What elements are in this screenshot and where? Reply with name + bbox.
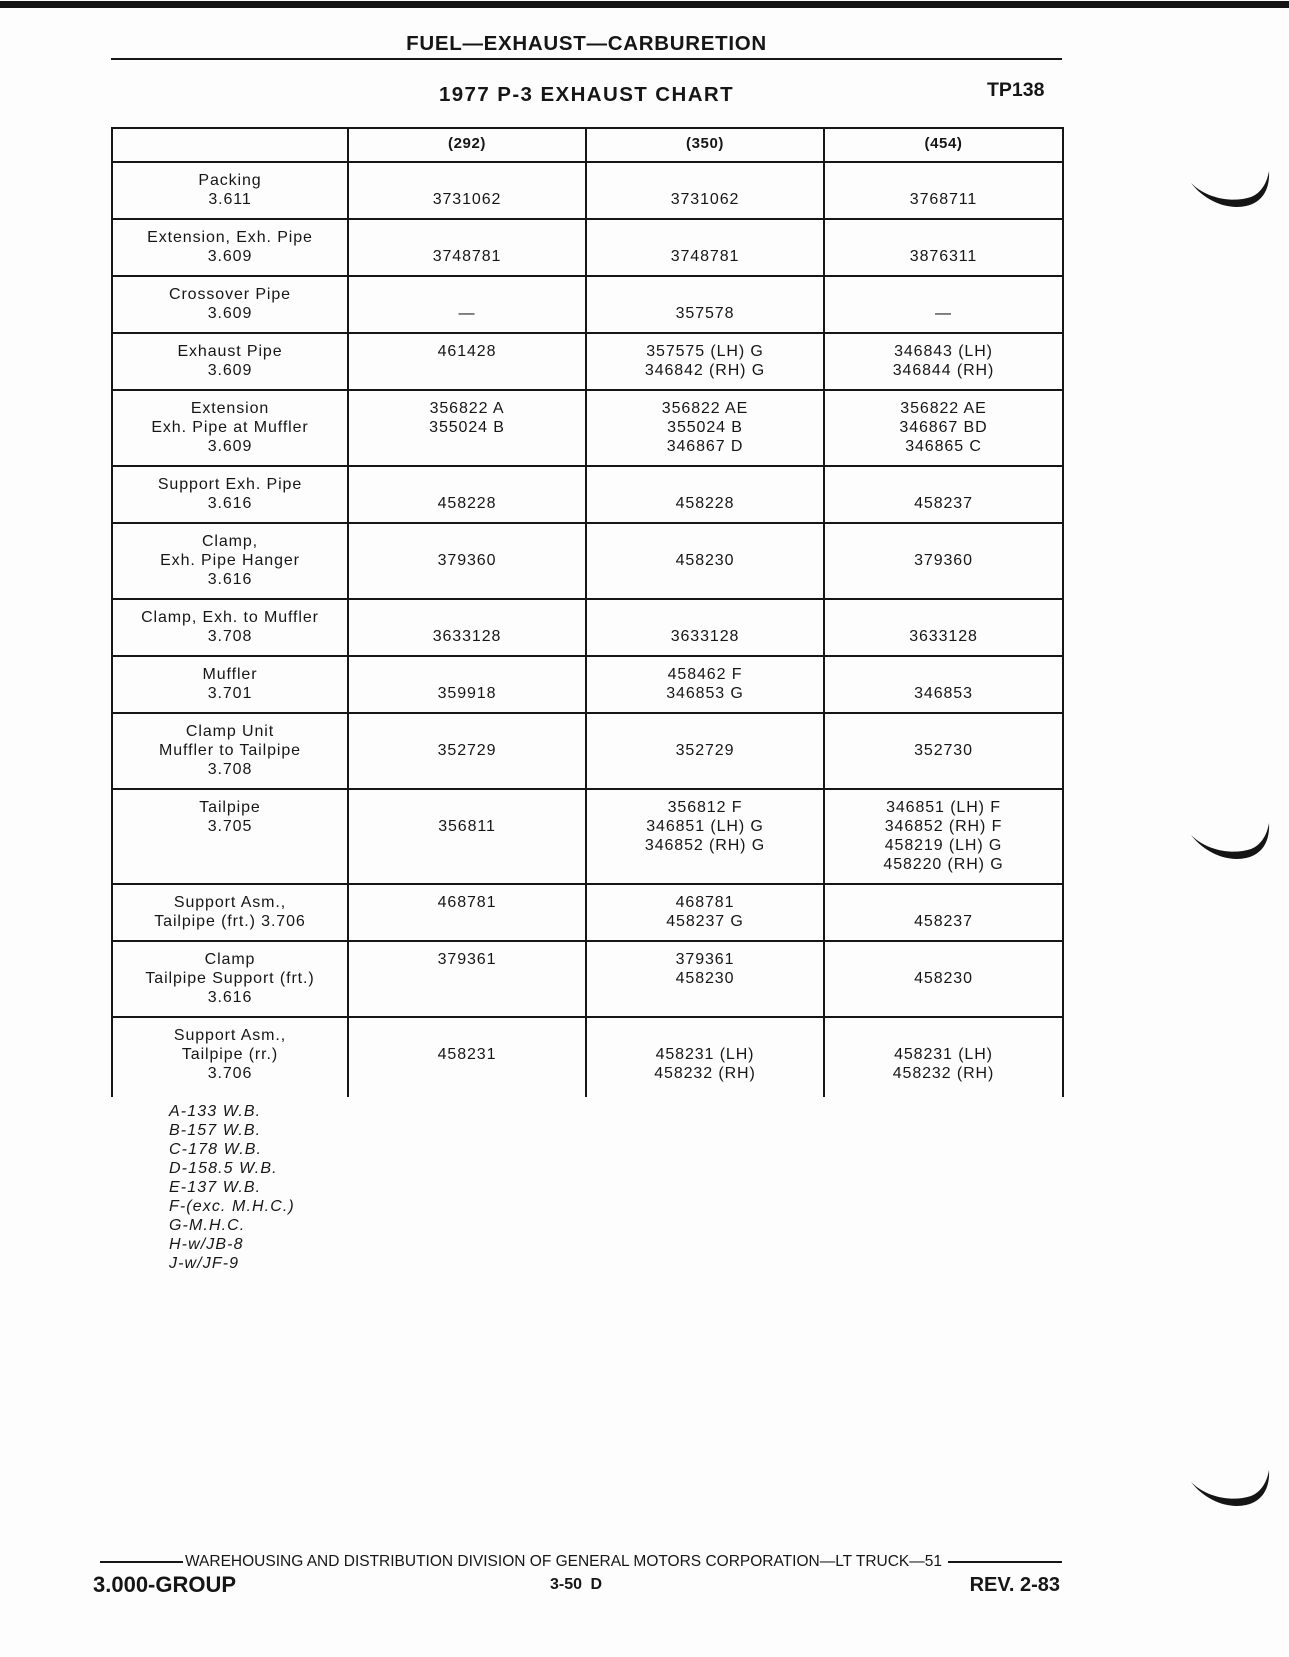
footnote-item: B-157 W.B. xyxy=(169,1122,262,1139)
part-number-cell xyxy=(824,333,1063,390)
part-number: 379360 xyxy=(437,552,497,569)
part-number: 346851 (LH) F xyxy=(886,799,1001,816)
part-number: 3633128 xyxy=(670,628,740,645)
part-number: 356812 F xyxy=(667,799,743,816)
part-number-cell xyxy=(348,1017,586,1097)
table-row xyxy=(112,789,1063,884)
part-number: 355024 B xyxy=(429,419,505,436)
part-number: 3748781 xyxy=(670,248,740,265)
engine-column-header: (454) xyxy=(824,128,1063,162)
binder-hole-shadow xyxy=(1189,821,1271,861)
part-name-line: 3.609 xyxy=(207,305,253,322)
part-number: 346843 (LH) xyxy=(894,343,993,360)
part-number-cell xyxy=(348,656,586,713)
binder-hole-shadow xyxy=(1189,1468,1271,1508)
part-number: 461428 xyxy=(437,343,497,360)
part-name-line: Crossover Pipe xyxy=(169,286,291,303)
part-number-cell xyxy=(586,599,824,656)
chart-title: 1977 P-3 EXHAUST CHART xyxy=(438,83,735,106)
binder-hole-shadow xyxy=(1189,169,1271,209)
table-row xyxy=(112,162,1063,219)
part-number: 458230 xyxy=(675,970,735,987)
part-name-cell xyxy=(112,333,348,390)
part-name-line: Tailpipe Support (frt.) xyxy=(145,970,315,987)
part-number: 346852 (RH) G xyxy=(644,837,766,854)
title-rule xyxy=(111,58,1062,60)
part-name-line: 3.701 xyxy=(207,685,253,702)
footnote-item: A-133 W.B. xyxy=(169,1103,262,1120)
part-name-line: Clamp xyxy=(204,951,256,968)
part-number: 352729 xyxy=(437,742,497,759)
part-number-cell xyxy=(348,276,586,333)
part-name-cell xyxy=(112,219,348,276)
part-name-line: Extension xyxy=(190,400,270,417)
part-number-cell xyxy=(586,523,824,599)
part-name-line: Support Exh. Pipe xyxy=(157,476,303,493)
part-name-cell xyxy=(112,523,348,599)
footer-division-text: WAREHOUSING AND DISTRIBUTION DIVISION OF GENERAL MOTORS CORPORATION—LT TRUCK—51 xyxy=(185,1553,943,1570)
part-number: — xyxy=(458,305,476,322)
part-number: 346853 xyxy=(914,685,973,702)
part-name-cell xyxy=(112,884,348,941)
part-name-line: 3.609 xyxy=(207,438,253,455)
part-number: 458232 (RH) xyxy=(892,1065,995,1082)
engine-column-header: (350) xyxy=(586,128,824,162)
part-number: 355024 B xyxy=(667,419,743,436)
table-row xyxy=(112,219,1063,276)
part-name-cell xyxy=(112,276,348,333)
part-name-line: Clamp, Exh. to Muffler xyxy=(141,609,319,626)
part-number: 346852 (RH) F xyxy=(884,818,1003,835)
part-number: 458231 xyxy=(437,1046,497,1063)
part-number: 359918 xyxy=(437,685,497,702)
part-name-cell xyxy=(112,713,348,789)
part-number-cell xyxy=(348,789,586,884)
part-name-line: Exh. Pipe at Muffler xyxy=(151,419,309,436)
part-number-cell xyxy=(348,219,586,276)
part-number: 458219 (LH) G xyxy=(884,837,1003,854)
part-number: 346842 (RH) G xyxy=(644,362,766,379)
part-number: 352729 xyxy=(675,742,735,759)
table-row xyxy=(112,466,1063,523)
part-number-cell xyxy=(824,523,1063,599)
part-number-cell xyxy=(824,599,1063,656)
part-number: 357575 (LH) G xyxy=(646,343,764,360)
part-number: 379361 xyxy=(437,951,497,968)
part-name-cell xyxy=(112,656,348,713)
part-number-cell xyxy=(586,1017,824,1097)
table-row xyxy=(112,1017,1063,1097)
part-name-cell xyxy=(112,390,348,466)
table-row xyxy=(112,390,1063,466)
part-number-cell xyxy=(348,599,586,656)
part-name-line: 3.611 xyxy=(208,191,252,208)
table-row xyxy=(112,333,1063,390)
part-number-cell xyxy=(824,390,1063,466)
part-number-cell xyxy=(586,941,824,1017)
top-edge-bar xyxy=(0,1,1289,8)
part-number: 356822 AE xyxy=(661,400,749,417)
part-number-cell xyxy=(348,162,586,219)
part-number-cell xyxy=(348,941,586,1017)
table-body xyxy=(112,162,1063,1097)
footer-division-line xyxy=(100,1552,1062,1572)
part-name-line: 3.616 xyxy=(207,989,253,1006)
part-name-line: 3.706 xyxy=(207,1065,253,1082)
table-header-row xyxy=(112,128,1063,162)
part-number: 346867 BD xyxy=(899,419,988,436)
part-number: 356822 A xyxy=(429,400,505,417)
part-number: 458237 xyxy=(914,495,973,512)
exhaust-parts-table xyxy=(111,127,1064,1097)
part-name-line: Exhaust Pipe xyxy=(177,343,283,360)
table-row xyxy=(112,884,1063,941)
footer-rule-right xyxy=(948,1561,1062,1563)
part-number: 346867 D xyxy=(666,438,744,455)
part-name-line: Muffler xyxy=(202,666,258,683)
part-number: 346851 (LH) G xyxy=(646,818,764,835)
part-number-cell xyxy=(586,219,824,276)
part-number: 458237 G xyxy=(666,913,744,930)
part-number: 3768711 xyxy=(909,191,978,208)
part-number-cell xyxy=(586,884,824,941)
table-row xyxy=(112,713,1063,789)
section-title: FUEL—EXHAUST—CARBURETION xyxy=(406,32,767,55)
part-number-cell xyxy=(586,656,824,713)
table-row xyxy=(112,523,1063,599)
part-number-cell xyxy=(586,276,824,333)
part-name-line: Packing xyxy=(198,172,262,189)
part-number-cell xyxy=(586,466,824,523)
part-name-line: 3.616 xyxy=(207,571,253,588)
part-number: 458231 (LH) xyxy=(894,1046,993,1063)
part-name-line: 3.705 xyxy=(207,818,253,835)
part-number-cell xyxy=(824,656,1063,713)
part-name-line: Extension, Exh. Pipe xyxy=(147,229,313,246)
part-number-cell xyxy=(586,162,824,219)
part-number: 3633128 xyxy=(432,628,502,645)
part-number: 356822 AE xyxy=(900,400,987,417)
part-number-cell xyxy=(586,713,824,789)
part-number-cell xyxy=(348,884,586,941)
part-name-cell xyxy=(112,599,348,656)
part-number: 346844 (RH) xyxy=(892,362,995,379)
part-name-line: Tailpipe xyxy=(199,799,261,816)
engine-column-header: (292) xyxy=(348,128,586,162)
header-corner-cell xyxy=(112,128,348,162)
part-number: — xyxy=(935,305,952,322)
part-number-cell xyxy=(586,789,824,884)
part-number: 356811 xyxy=(438,818,496,835)
table-row xyxy=(112,656,1063,713)
part-name-line: Support Asm., xyxy=(173,894,287,911)
part-name-cell xyxy=(112,162,348,219)
part-number: 468781 xyxy=(437,894,497,911)
part-number-cell xyxy=(586,333,824,390)
part-number-cell xyxy=(824,466,1063,523)
part-number: 458237 xyxy=(914,913,973,930)
group-label: 3.000-GROUP xyxy=(93,1572,237,1597)
part-number-cell xyxy=(586,390,824,466)
part-name-line: Clamp, xyxy=(201,533,259,550)
part-name-line: Muffler to Tailpipe xyxy=(159,742,301,759)
part-number: 3731062 xyxy=(432,191,502,208)
part-name-line: 3.616 xyxy=(207,495,253,512)
part-number-cell xyxy=(824,162,1063,219)
part-number: 3731062 xyxy=(670,191,740,208)
part-number: 3876311 xyxy=(909,248,978,265)
part-number: 458228 xyxy=(437,495,497,512)
part-name-cell xyxy=(112,1017,348,1097)
part-name-line: 3.708 xyxy=(207,628,253,645)
part-number-cell xyxy=(348,390,586,466)
part-number-cell xyxy=(348,333,586,390)
part-name-line: Support Asm., xyxy=(173,1027,287,1044)
table-row xyxy=(112,941,1063,1017)
part-number-cell xyxy=(348,466,586,523)
footnote-item: H-w/JB-8 xyxy=(169,1236,244,1253)
part-number: 458231 (LH) xyxy=(655,1046,755,1063)
part-number-cell xyxy=(824,884,1063,941)
page-number: 3-50 D xyxy=(549,1576,603,1593)
footnote-item: C-178 W.B. xyxy=(169,1141,263,1158)
footnote-list xyxy=(169,1102,295,1273)
footnote-item: G-M.H.C. xyxy=(169,1217,246,1234)
part-number: 379361 xyxy=(675,951,735,968)
part-number: 352730 xyxy=(914,742,973,759)
part-number: 3748781 xyxy=(432,248,502,265)
part-name-cell xyxy=(112,941,348,1017)
part-number-cell xyxy=(348,523,586,599)
part-number-cell xyxy=(824,276,1063,333)
part-name-line: 3.609 xyxy=(207,248,253,265)
part-number: 458228 xyxy=(675,495,735,512)
footnote-item: F-(exc. M.H.C.) xyxy=(169,1198,295,1215)
part-name-line: Clamp Unit xyxy=(185,723,275,740)
part-name-cell xyxy=(112,466,348,523)
part-number-cell xyxy=(824,789,1063,884)
part-number-cell xyxy=(824,219,1063,276)
chart-code: TP138 xyxy=(987,79,1045,101)
part-number: 458230 xyxy=(675,552,735,569)
part-number: 458230 xyxy=(914,970,973,987)
part-name-cell xyxy=(112,789,348,884)
footnote-item: J-w/JF-9 xyxy=(169,1255,240,1272)
part-number: 468781 xyxy=(675,894,735,911)
part-name-line: Exh. Pipe Hanger xyxy=(160,552,300,569)
part-number: 379360 xyxy=(914,552,973,569)
footnote-item: D-158.5 W.B. xyxy=(169,1160,278,1177)
part-number-cell xyxy=(824,941,1063,1017)
table-row xyxy=(112,599,1063,656)
part-number: 346853 G xyxy=(666,685,744,702)
table-row xyxy=(112,276,1063,333)
part-number-cell xyxy=(824,1017,1063,1097)
part-number: 357578 xyxy=(675,305,735,322)
part-number: 346865 C xyxy=(905,438,982,455)
part-name-line: 3.609 xyxy=(207,362,253,379)
part-number: 458232 (RH) xyxy=(654,1065,756,1082)
part-number-cell xyxy=(824,713,1063,789)
part-number: 458220 (RH) G xyxy=(883,856,1004,873)
part-number: 458462 F xyxy=(667,666,743,683)
revision-label: REV. 2-83 xyxy=(969,1574,1060,1596)
footer-rule-left xyxy=(100,1561,183,1563)
part-name-line: 3.708 xyxy=(207,761,253,778)
footnote-item: E-137 W.B. xyxy=(169,1179,262,1196)
part-name-line: Tailpipe (frt.) 3.706 xyxy=(154,913,306,930)
part-number: 3633128 xyxy=(909,628,978,645)
part-name-line: Tailpipe (rr.) xyxy=(181,1046,279,1063)
part-number-cell xyxy=(348,713,586,789)
